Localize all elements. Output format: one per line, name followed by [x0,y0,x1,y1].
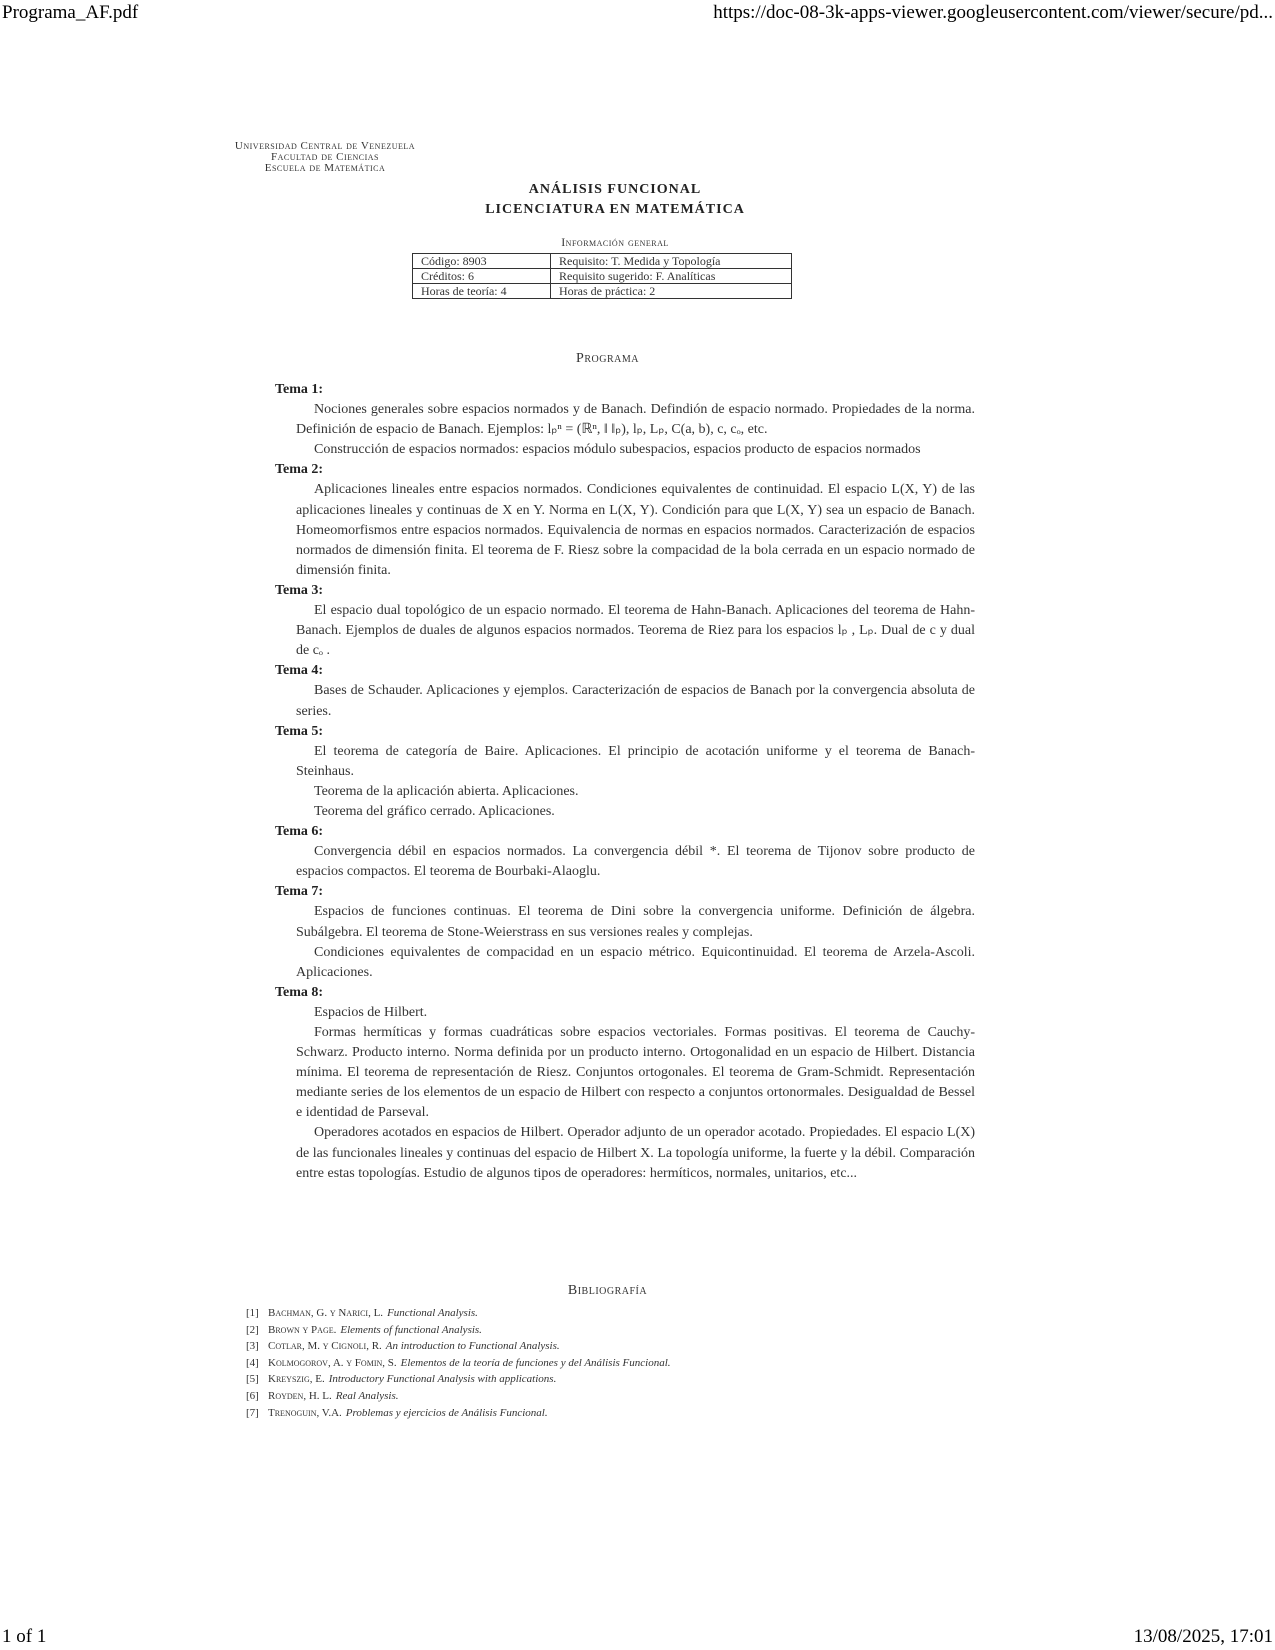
reference-number: [7] [246,1406,259,1419]
reference-title: Real Analysis. [335,1389,399,1402]
tema-heading: Tema 5: [275,723,324,739]
course-title: ANÁLISIS FUNCIONAL [528,182,702,197]
reference-item [246,1338,886,1355]
reference-author: Kreyszig, E. [268,1373,325,1386]
tema-text [296,601,975,661]
reference-item [246,1305,886,1322]
tema-paragraph: Nociones generales sobre espacios normados y de Banach. Defindión de espacio normado. Propiedades de la norma. Definición de espacio de Banach. Ejemplos: lₚⁿ = (ℝⁿ, ‖ ‖ₚ), lₚ, Lₚ, C(a, b), c, cₒ, etc. [296,402,975,438]
tema-section [275,661,975,721]
tema-heading: Tema 1: [275,382,324,397]
tema-text [296,681,975,721]
reference-item [246,1388,886,1405]
reference-item [246,1355,886,1372]
tema-section [275,581,975,661]
program-title: LICENCIATURA EN MATEMÁTICA [485,202,745,217]
reference-title: Functional Analysis. [387,1307,478,1319]
tema-text [296,480,975,580]
bibliography-list [246,1305,886,1421]
info-cell: Requisito: T. Medida y Topología [551,254,792,269]
tema-text [296,400,975,460]
print-header [0,0,1275,26]
tema-heading: Tema 3: [275,582,324,598]
tema-paragraph: Espacios de funciones continuas. El teorema de Dini sobre la convergencia uniforme. Definición de álgebra. Subálgebra. El teorema de Stone-Weierstrass en sus versiones reales y complejas. [296,904,975,940]
info-title: Información general [561,235,669,249]
page-counter: 1 of 1 [2,1626,47,1647]
school-name: Escuela de Matemática [264,162,386,174]
info-row [413,269,792,284]
reference-number: [5] [246,1373,259,1386]
tema-heading: Tema 8: [275,984,324,1000]
reference-item [246,1322,886,1339]
programa-heading: Programa [576,351,639,366]
info-cell: Código: 8903 [413,254,551,269]
tema-text [296,742,975,822]
reference-author: Bachman, G. y Narici, L. [268,1307,384,1319]
tema-heading: Tema 2: [275,462,324,478]
tema-text [296,1003,975,1184]
reference-title: Elementos de la teoría de funciones y del Análisis Funcional. [400,1356,671,1369]
tema-section [275,822,975,882]
reference-number: [4] [246,1356,259,1369]
tema-heading: Tema 7: [275,884,324,900]
institution-block [200,141,450,174]
tema-section [275,380,975,460]
tema-paragraph: Teorema de la aplicación abierta. Aplicaciones. [314,783,579,799]
reference-author: Cotlar, M. y Cignoli, R. [268,1340,382,1353]
tema-section [275,882,975,982]
tema-text [296,902,975,982]
tema-paragraph: Construcción de espacios normados: espacios módulo subespacios, espacios producto de espacios normados [314,442,921,458]
print-datetime: 13/08/2025, 17:01 [1133,1626,1273,1647]
reference-number: [6] [246,1389,259,1402]
info-table [412,253,792,299]
info-cell: Horas de práctica: 2 [551,284,792,299]
tema-paragraph: El teorema de categoría de Baire. Aplicaciones. El principio de acotación uniforme y el teorema de Banach-Steinhaus. [296,743,975,779]
tema-section [275,460,975,581]
tema-paragraph: Espacios de Hilbert. [314,1004,428,1020]
programa-body [275,380,975,1184]
reference-author: Brown y Page. [268,1323,337,1336]
faculty-name: Facultad de Ciencias [270,151,380,163]
tema-paragraph: Condiciones equivalentes de compacidad en un espacio métrico. Equicontinuidad. El teorema de Arzela-Ascoli. Aplicaciones. [296,944,975,980]
tema-paragraph: Formas hermíticas y formas cuadráticas sobre espacios vectoriales. Formas positivas. El teorema de Cauchy-Schwarz. Producto interno. Norma definida por un producto interno. Ortogonalidad en un espacio de Hilbert. Distancia mínima. El teorema de representación de Riesz. Conjuntos ortogonales. El teorema de Gram-Schmidt. Representación mediante series de los elementos de un espacio de Hilbert con respecto a conjuntos ortonormales. Desigualdad de Bessel e identidad de Parseval. [296,1025,975,1121]
reference-title: An introduction to Functional Analysis. [385,1340,560,1353]
university-name: Universidad Central de Venezuela [234,140,416,152]
reference-number: [1] [246,1307,259,1319]
reference-item [246,1405,886,1422]
tema-paragraph: El espacio dual topológico de un espacio normado. El teorema de Hahn-Banach. Aplicaciones del teorema de Hahn-Banach. Ejemplos de duales de algunos espacios normados. Teorema de Riez para los espacios lₚ , Lₚ. Dual de c y dual de cₒ . [296,603,975,659]
bibliografia-heading: Bibliografía [567,1283,648,1298]
reference-title: Problemas y ejercicios de Análisis Funcional. [345,1406,548,1419]
tema-paragraph: Operadores acotados en espacios de Hilbert. Operador adjunto de un operador acotado. Propiedades. El espacio L(X) de las funcionales lineales y continuas del espacio de Hilbert X. La topología uniforme, la fuerte y la débil. Comparación entre estas topologías. Estudio de algunos tipos de operadores: hermíticos, normales, unitarios, etc... [296,1125,975,1181]
info-cell: Horas de teoría: 4 [413,284,551,299]
tema-paragraph: Aplicaciones lineales entre espacios normados. Condiciones equivalentes de continuidad. El espacio L(X, Y) de las aplicaciones lineales y continuas de X en Y. Norma en L(X, Y). Condición para que L(X, Y) sea un espacio de Banach. Homeomorfismos entre espacios normados. Equivalencia de normas en espacios normados. Caracterización de espacios normados de dimensión finita. El teorema de F. Riesz sobre la compacidad de la bola cerrada en un espacio normado de dimensión finita. [296,482,975,578]
page-url: https://doc-08-3k-apps-viewer.googleusercontent.com/viewer/secure/pd... [713,2,1273,23]
info-cell: Requisito sugerido: F. Analíticas [551,269,792,284]
info-cell: Créditos: 6 [413,269,551,284]
reference-number: [3] [246,1340,259,1353]
tema-section [275,983,975,1184]
tema-heading: Tema 4: [275,663,324,679]
tema-paragraph: Bases de Schauder. Aplicaciones y ejemplos. Caracterización de espacios de Banach por la convergencia absoluta de series. [296,683,975,719]
tema-paragraph: Convergencia débil en espacios normados. La convergencia débil *. El teorema de Tijonov sobre producto de espacios compactos. El teorema de Bourbaki-Alaoglu. [296,844,975,880]
tema-section [275,722,975,822]
reference-author: Kolmogorov, A. y Fomin, S. [268,1356,397,1369]
tema-text [296,842,975,882]
file-title: Programa_AF.pdf [2,2,139,23]
info-row [413,254,792,269]
reference-number: [2] [246,1323,259,1336]
reference-title: Elements of functional Analysis. [340,1323,482,1336]
reference-author: Royden, H. L. [268,1389,332,1402]
tema-heading: Tema 6: [275,824,324,840]
reference-title: Introductory Functional Analysis with applications. [328,1373,557,1386]
reference-author: Trenoguin, V.A. [268,1406,342,1419]
course-titles [0,180,1230,220]
tema-paragraph: Teorema del gráfico cerrado. Aplicaciones. [314,803,555,819]
reference-item [246,1371,886,1388]
info-row [413,284,792,299]
print-footer [0,1624,1275,1650]
